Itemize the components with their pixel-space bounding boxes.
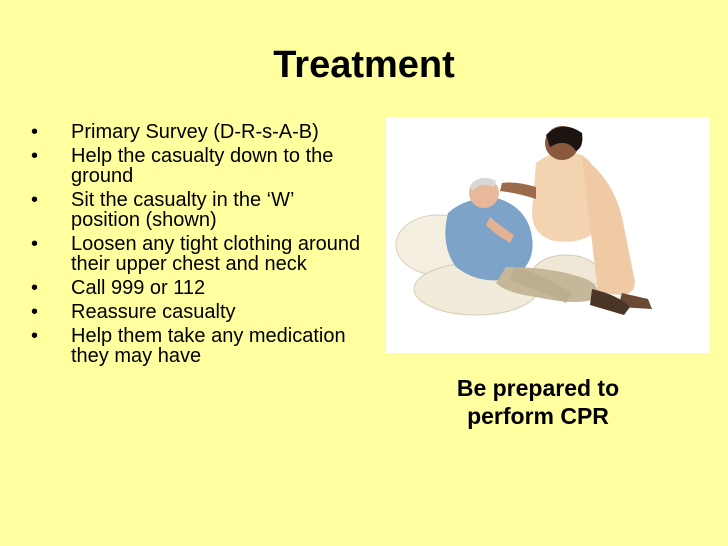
bullet-item: • Call 999 or 112 <box>30 278 365 298</box>
w-position-illustration <box>386 117 710 353</box>
bullet-item: • Loosen any tight clothing around their upper chest and neck <box>30 234 365 274</box>
bullet-item: • Sit the casualty in the ‘W’ position (shown) <box>30 190 365 230</box>
treatment-bullet-list <box>30 122 365 370</box>
bullet-item: • Primary Survey (D-R-s-A-B) <box>30 122 365 142</box>
caption-line: perform CPR <box>467 403 609 429</box>
carer-arm <box>500 183 536 200</box>
bullet-item: • Help the casualty down to the ground <box>30 146 365 186</box>
bullet-item: • Reassure casualty <box>30 302 365 322</box>
cpr-caption <box>380 374 696 430</box>
slide-title: Treatment <box>273 44 455 86</box>
w-position-photo <box>386 117 710 353</box>
caption-line: Be prepared to <box>456 375 620 401</box>
bullet-item: • Help them take any medication they may have <box>30 326 365 366</box>
